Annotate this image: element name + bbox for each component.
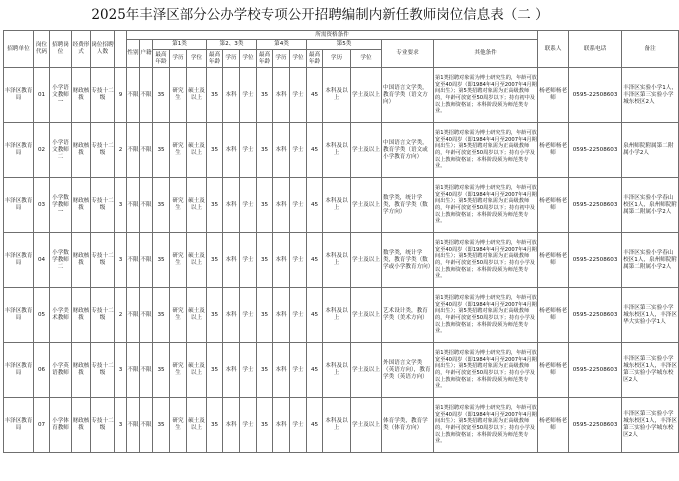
unit-cell: 丰泽区教育局 bbox=[4, 398, 34, 453]
remark-cell: 丰泽区实验小学春山校区1人，泉州师院附属第二附属小学2人 bbox=[622, 178, 679, 233]
post-cell: 小学语文教师一 bbox=[50, 68, 72, 123]
fund-cell: 财政核拨 bbox=[72, 123, 91, 178]
count-cell: 3 bbox=[115, 398, 127, 453]
phone-cell: 0595-22508603 bbox=[569, 398, 622, 453]
phone-cell: 0595-22508603 bbox=[569, 233, 622, 288]
cat4-degree-cell: 学士 bbox=[290, 123, 307, 178]
major-cell: 数学类，统计学类，教育学类（数学或小学教育方向） bbox=[382, 233, 434, 288]
cat5-age-cell: 45 bbox=[307, 123, 323, 178]
code-cell: 03 bbox=[34, 178, 50, 233]
cat23-degree-cell: 学士 bbox=[240, 398, 257, 453]
cat1-age-cell: 35 bbox=[153, 233, 170, 288]
cat1-edu-header: 学历 bbox=[170, 50, 187, 68]
post-cell: 小学数学教师二 bbox=[50, 233, 72, 288]
code-cell: 05 bbox=[34, 288, 50, 343]
cat23-degree-cell: 学士 bbox=[240, 343, 257, 398]
cat5-degree-cell: 学士及以上 bbox=[351, 68, 382, 123]
cat5-age-cell: 45 bbox=[307, 343, 323, 398]
gender-cell: 不限 bbox=[127, 288, 140, 343]
cat4-degree-cell: 学士 bbox=[290, 343, 307, 398]
count-cell: 3 bbox=[115, 233, 127, 288]
col-code-header: 岗位代码 bbox=[34, 31, 50, 68]
code-cell: 02 bbox=[34, 123, 50, 178]
cat4-degree-header: 学位 bbox=[290, 50, 307, 68]
cat23-edu-cell: 本科 bbox=[223, 68, 240, 123]
post-cell: 小学英语教师 bbox=[50, 343, 72, 398]
count-cell: 3 bbox=[115, 343, 127, 398]
cat1-edu-cell: 研究生 bbox=[170, 178, 187, 233]
phone-cell: 0595-22508603 bbox=[569, 68, 622, 123]
cat5-edu-cell: 本科及以上 bbox=[323, 123, 351, 178]
cat1-degree-cell: 硕士及以上 bbox=[187, 398, 207, 453]
gender-cell: 不限 bbox=[127, 398, 140, 453]
col-count-header bbox=[115, 31, 127, 68]
hukou-cell: 不限 bbox=[140, 288, 153, 343]
phone-cell: 0595-22508603 bbox=[569, 288, 622, 343]
remark-cell: 丰泽区第三实验小学城东校区1人，丰泽区第三实验小学城东校区2人 bbox=[622, 343, 679, 398]
other-cell: 第1类招聘对象需为博士研究生的，年龄可放宽至40周岁（即1984年4月至2007年4月期间出生）；第5类招聘对象需为正高级教师的，年龄可放宽至50周岁以下；持有小学及以上教师资格证；本科阶段须为师范类专业。 bbox=[434, 123, 538, 178]
cat4-edu-cell: 本科 bbox=[273, 123, 290, 178]
cat4-degree-cell: 学士 bbox=[290, 178, 307, 233]
cat1-degree-header: 学位 bbox=[187, 50, 207, 68]
other-cell: 第1类招聘对象需为博士研究生的，年龄可放宽至40周岁（即1984年4月至2007年4月期间出生）；第5类招聘对象需为正高级教师的，年龄可放宽至50周岁以下；持有初中及以上教师资格证；本科阶段须为师范类专业。 bbox=[434, 68, 538, 123]
cat4-edu-header: 学历 bbox=[273, 50, 290, 68]
col-major-header: 专业要求 bbox=[382, 40, 434, 68]
hukou-cell: 不限 bbox=[140, 68, 153, 123]
cat5-age-cell: 45 bbox=[307, 233, 323, 288]
cat23-age-cell: 35 bbox=[207, 123, 223, 178]
gender-cell: 不限 bbox=[127, 68, 140, 123]
post-cell: 小学数学教师一 bbox=[50, 178, 72, 233]
cat1-header: 第1类 bbox=[153, 40, 207, 50]
cat1-degree-cell: 硕士及以上 bbox=[187, 343, 207, 398]
cat23-degree-cell: 学士 bbox=[240, 123, 257, 178]
cat23-degree-cell: 学士 bbox=[240, 233, 257, 288]
contact-cell: 杨老师杨老师 bbox=[538, 288, 569, 343]
cat1-edu-cell: 研究生 bbox=[170, 233, 187, 288]
cat4-header: 第4类 bbox=[257, 40, 307, 50]
other-cell: 第1类招聘对象需为博士研究生的，年龄可放宽至40周岁（即1984年4月至2007年4月期间出生）；第5类招聘对象需为正高级教师的，年龄可放宽至50周岁以下；持有小学及以上教师资格证；本科阶段须为师范类专业。 bbox=[434, 343, 538, 398]
gender-cell: 不限 bbox=[127, 343, 140, 398]
hukou-cell: 不限 bbox=[140, 123, 153, 178]
cat5-degree-header: 学位 bbox=[351, 50, 382, 68]
cat23-edu-cell: 本科 bbox=[223, 343, 240, 398]
cat5-degree-cell: 学士及以上 bbox=[351, 398, 382, 453]
cat23-age-cell: 35 bbox=[207, 178, 223, 233]
cat5-edu-cell: 本科及以上 bbox=[323, 178, 351, 233]
col-other-header: 其他条件 bbox=[434, 40, 538, 68]
recruitment-table bbox=[3, 30, 679, 453]
cat1-edu-cell: 研究生 bbox=[170, 343, 187, 398]
cat4-age-cell: 35 bbox=[257, 343, 273, 398]
cat5-degree-cell: 学士及以上 bbox=[351, 343, 382, 398]
cat4-age-cell: 35 bbox=[257, 123, 273, 178]
cat1-edu-cell: 研究生 bbox=[170, 398, 187, 453]
cat4-edu-cell: 本科 bbox=[273, 288, 290, 343]
cat1-degree-cell: 硕士及以上 bbox=[187, 288, 207, 343]
contact-cell: 杨老师杨老师 bbox=[538, 398, 569, 453]
gender-cell: 不限 bbox=[127, 233, 140, 288]
cat1-degree-cell: 硕士及以上 bbox=[187, 123, 207, 178]
unit-cell: 丰泽区教育局 bbox=[4, 123, 34, 178]
table-row bbox=[4, 178, 679, 233]
remark-cell: 丰泽区实验小学春山校区1人，泉州师院附属第二附属小学2人 bbox=[622, 233, 679, 288]
post-cell: 小学语文教师二 bbox=[50, 123, 72, 178]
num-cell: 专技十二级 bbox=[91, 398, 115, 453]
cat5-degree-cell: 学士及以上 bbox=[351, 178, 382, 233]
col-unit-header: 招聘单位 bbox=[4, 31, 34, 68]
cat23-degree-cell: 学士 bbox=[240, 288, 257, 343]
cat5-age-header: 最高年龄 bbox=[307, 50, 323, 68]
cat4-age-cell: 35 bbox=[257, 398, 273, 453]
cat5-degree-cell: 学士及以上 bbox=[351, 233, 382, 288]
hukou-cell: 不限 bbox=[140, 343, 153, 398]
table-row bbox=[4, 123, 679, 178]
cat4-edu-cell: 本科 bbox=[273, 233, 290, 288]
hukou-cell: 不限 bbox=[140, 178, 153, 233]
contact-cell: 杨老师杨老师 bbox=[538, 68, 569, 123]
major-cell: 体育学类，教育学类（体育方向） bbox=[382, 398, 434, 453]
cat1-edu-cell: 研究生 bbox=[170, 288, 187, 343]
cat1-age-cell: 35 bbox=[153, 343, 170, 398]
col-fund-header: 经费形式 bbox=[72, 31, 91, 68]
other-cell: 第1类招聘对象需为博士研究生的，年龄可放宽至40周岁（即1984年4月至2007年4月期间出生）；第5类招聘对象需为正高级教师的，年龄可放宽至50周岁以下；持有初中及以上教师资格证；本科阶段须为师范类专业。 bbox=[434, 178, 538, 233]
table-row bbox=[4, 233, 679, 288]
other-cell: 第1类招聘对象需为博士研究生的，年龄可放宽至40周岁（即1984年4月至2007年4月期间出生）；第5类招聘对象需为正高级教师的，年龄可放宽至50周岁以下；持有小学及以上教师资格证；本科阶段须为师范类专业。 bbox=[434, 398, 538, 453]
cat4-age-header: 最高年龄 bbox=[257, 50, 273, 68]
col-post-header: 招聘岗位 bbox=[50, 31, 72, 68]
cat23-edu-header: 学历 bbox=[223, 50, 240, 68]
cat4-degree-cell: 学士 bbox=[290, 288, 307, 343]
conditions-header: 所需资格条件 bbox=[127, 31, 538, 40]
cat5-edu-cell: 本科及以上 bbox=[323, 288, 351, 343]
cat23-age-cell: 35 bbox=[207, 68, 223, 123]
cat4-edu-cell: 本科 bbox=[273, 178, 290, 233]
num-cell: 专技十二级 bbox=[91, 68, 115, 123]
table-title: 2025年丰泽区部分公办学校专项公开招聘编制内新任教师岗位信息表（二 ） bbox=[91, 7, 549, 23]
cat4-edu-cell: 本科 bbox=[273, 343, 290, 398]
col-remark-header: 备注 bbox=[622, 31, 679, 68]
cat4-degree-cell: 学士 bbox=[290, 398, 307, 453]
col-hukou-header: 户籍 bbox=[140, 40, 153, 68]
cat23-edu-cell: 本科 bbox=[223, 233, 240, 288]
cat1-age-cell: 35 bbox=[153, 178, 170, 233]
phone-cell: 0595-22508603 bbox=[569, 178, 622, 233]
cat5-edu-cell: 本科及以上 bbox=[323, 343, 351, 398]
fund-cell: 财政核拨 bbox=[72, 288, 91, 343]
unit-cell: 丰泽区教育局 bbox=[4, 68, 34, 123]
major-cell: 数学类，统计学类，教育学类（数学方向） bbox=[382, 178, 434, 233]
cat1-degree-cell: 硕士及以上 bbox=[187, 68, 207, 123]
other-cell: 第1类招聘对象需为博士研究生的，年龄可放宽至40周岁（即1984年4月至2007年4月期间出生）；第5类招聘对象需为正高级教师的，年龄可放宽至50周岁以下；持有小学及以上教师资格证；本科阶段须为师范类专业。 bbox=[434, 233, 538, 288]
table-row bbox=[4, 343, 679, 398]
num-cell: 专技十二级 bbox=[91, 178, 115, 233]
cat4-edu-cell: 本科 bbox=[273, 398, 290, 453]
cat5-edu-cell: 本科及以上 bbox=[323, 233, 351, 288]
contact-cell: 杨老师杨老师 bbox=[538, 178, 569, 233]
col-gender-header: 性别 bbox=[127, 40, 140, 68]
cat23-age-header: 最高年龄 bbox=[207, 50, 223, 68]
cat5-age-cell: 45 bbox=[307, 178, 323, 233]
cat5-edu-cell: 本科及以上 bbox=[323, 68, 351, 123]
cat23-edu-cell: 本科 bbox=[223, 398, 240, 453]
cat5-edu-cell: 本科及以上 bbox=[323, 398, 351, 453]
unit-cell: 丰泽区教育局 bbox=[4, 233, 34, 288]
fund-cell: 财政核拨 bbox=[72, 343, 91, 398]
code-cell: 04 bbox=[34, 233, 50, 288]
cat4-age-cell: 35 bbox=[257, 178, 273, 233]
cat1-age-header: 最高年龄 bbox=[153, 50, 170, 68]
cat1-edu-cell: 研究生 bbox=[170, 123, 187, 178]
cat1-age-cell: 35 bbox=[153, 398, 170, 453]
cat4-degree-cell: 学士 bbox=[290, 233, 307, 288]
num-cell: 专技十二级 bbox=[91, 288, 115, 343]
post-cell: 小学美术教师 bbox=[50, 288, 72, 343]
post-cell: 小学体育教师 bbox=[50, 398, 72, 453]
table-row bbox=[4, 398, 679, 453]
cat1-age-cell: 35 bbox=[153, 288, 170, 343]
gender-cell: 不限 bbox=[127, 123, 140, 178]
header-row-1 bbox=[4, 31, 679, 40]
remark-cell: 丰泽区第三实验小学城东校区1人，丰泽区第三实验小学城东校区2人 bbox=[622, 398, 679, 453]
hukou-cell: 不限 bbox=[140, 233, 153, 288]
contact-cell: 杨老师杨老师 bbox=[538, 123, 569, 178]
unit-cell: 丰泽区教育局 bbox=[4, 288, 34, 343]
phone-cell: 0595-22508603 bbox=[569, 343, 622, 398]
cat4-age-cell: 35 bbox=[257, 288, 273, 343]
count-cell: 2 bbox=[115, 288, 127, 343]
unit-cell: 丰泽区教育局 bbox=[4, 178, 34, 233]
table-body bbox=[4, 68, 679, 453]
cat23-header: 第2、3类 bbox=[207, 40, 257, 50]
fund-cell: 财政核拨 bbox=[72, 178, 91, 233]
major-cell: 中国语言文学类，教育学类（语文或小学教育方向） bbox=[382, 123, 434, 178]
hukou-cell: 不限 bbox=[140, 398, 153, 453]
table-row bbox=[4, 288, 679, 343]
contact-cell: 杨老师杨老师 bbox=[538, 233, 569, 288]
contact-cell: 杨老师杨老师 bbox=[538, 343, 569, 398]
unit-cell: 丰泽区教育局 bbox=[4, 343, 34, 398]
cat23-age-cell: 35 bbox=[207, 343, 223, 398]
num-cell: 专技十二级 bbox=[91, 343, 115, 398]
fund-cell: 财政核拨 bbox=[72, 398, 91, 453]
count-cell: 9 bbox=[115, 68, 127, 123]
col-contact-header: 联系人 bbox=[538, 31, 569, 68]
col-phone-header: 联系电话 bbox=[569, 31, 622, 68]
phone-cell: 0595-22508603 bbox=[569, 123, 622, 178]
count-cell: 3 bbox=[115, 178, 127, 233]
fund-cell: 财政核拨 bbox=[72, 233, 91, 288]
cat1-edu-cell: 研究生 bbox=[170, 68, 187, 123]
remark-cell: 丰泽区第三实验小学城东校区1人，丰泽区华大实验小学1人 bbox=[622, 288, 679, 343]
code-cell: 01 bbox=[34, 68, 50, 123]
cat5-degree-cell: 学士及以上 bbox=[351, 288, 382, 343]
col-num-header: 岗位招聘人数 bbox=[91, 31, 115, 68]
cat5-age-cell: 45 bbox=[307, 68, 323, 123]
cat23-edu-cell: 本科 bbox=[223, 123, 240, 178]
cat1-degree-cell: 硕士及以上 bbox=[187, 233, 207, 288]
cat1-age-cell: 35 bbox=[153, 68, 170, 123]
num-cell: 专技十二级 bbox=[91, 233, 115, 288]
cat5-header: 第5类 bbox=[307, 40, 382, 50]
gender-cell: 不限 bbox=[127, 178, 140, 233]
cat4-age-cell: 35 bbox=[257, 233, 273, 288]
code-cell: 07 bbox=[34, 398, 50, 453]
num-cell: 专技十二级 bbox=[91, 123, 115, 178]
count-cell: 2 bbox=[115, 123, 127, 178]
cat23-degree-cell: 学士 bbox=[240, 178, 257, 233]
fund-cell: 财政核拨 bbox=[72, 68, 91, 123]
cat23-degree-header: 学位 bbox=[240, 50, 257, 68]
major-cell: 中国语言文学类，教育学类（语文方向） bbox=[382, 68, 434, 123]
cat4-edu-cell: 本科 bbox=[273, 68, 290, 123]
other-cell: 第1类招聘对象需为博士研究生的，年龄可放宽至40周岁（即1984年4月至2007年4月期间出生）；第5类招聘对象需为正高级教师的，年龄可放宽至50周岁以下；持有小学及以上教师资格证；本科阶段须为师范类专业。 bbox=[434, 288, 538, 343]
cat23-age-cell: 35 bbox=[207, 233, 223, 288]
cat23-age-cell: 35 bbox=[207, 288, 223, 343]
cat5-degree-cell: 学士及以上 bbox=[351, 123, 382, 178]
major-cell: 外国语言文学类（英语方向），教育学类（英语方向） bbox=[382, 343, 434, 398]
cat23-degree-cell: 学士 bbox=[240, 68, 257, 123]
major-cell: 艺术设计类，教育学类（美术方向） bbox=[382, 288, 434, 343]
code-cell: 06 bbox=[34, 343, 50, 398]
cat1-degree-cell: 硕士及以上 bbox=[187, 178, 207, 233]
cat4-degree-cell: 学士 bbox=[290, 68, 307, 123]
cat4-age-cell: 35 bbox=[257, 68, 273, 123]
cat23-edu-cell: 本科 bbox=[223, 288, 240, 343]
table-row bbox=[4, 68, 679, 123]
cat23-edu-cell: 本科 bbox=[223, 178, 240, 233]
cat5-edu-header: 学历 bbox=[323, 50, 351, 68]
cat5-age-cell: 45 bbox=[307, 398, 323, 453]
cat1-age-cell: 35 bbox=[153, 123, 170, 178]
remark-cell: 泉州师院附属第二附属小学2人 bbox=[622, 123, 679, 178]
cat23-age-cell: 35 bbox=[207, 398, 223, 453]
cat5-age-cell: 45 bbox=[307, 288, 323, 343]
remark-cell: 丰泽区实验小学1人，丰泽区第三实验小学城东校区2人 bbox=[622, 68, 679, 123]
